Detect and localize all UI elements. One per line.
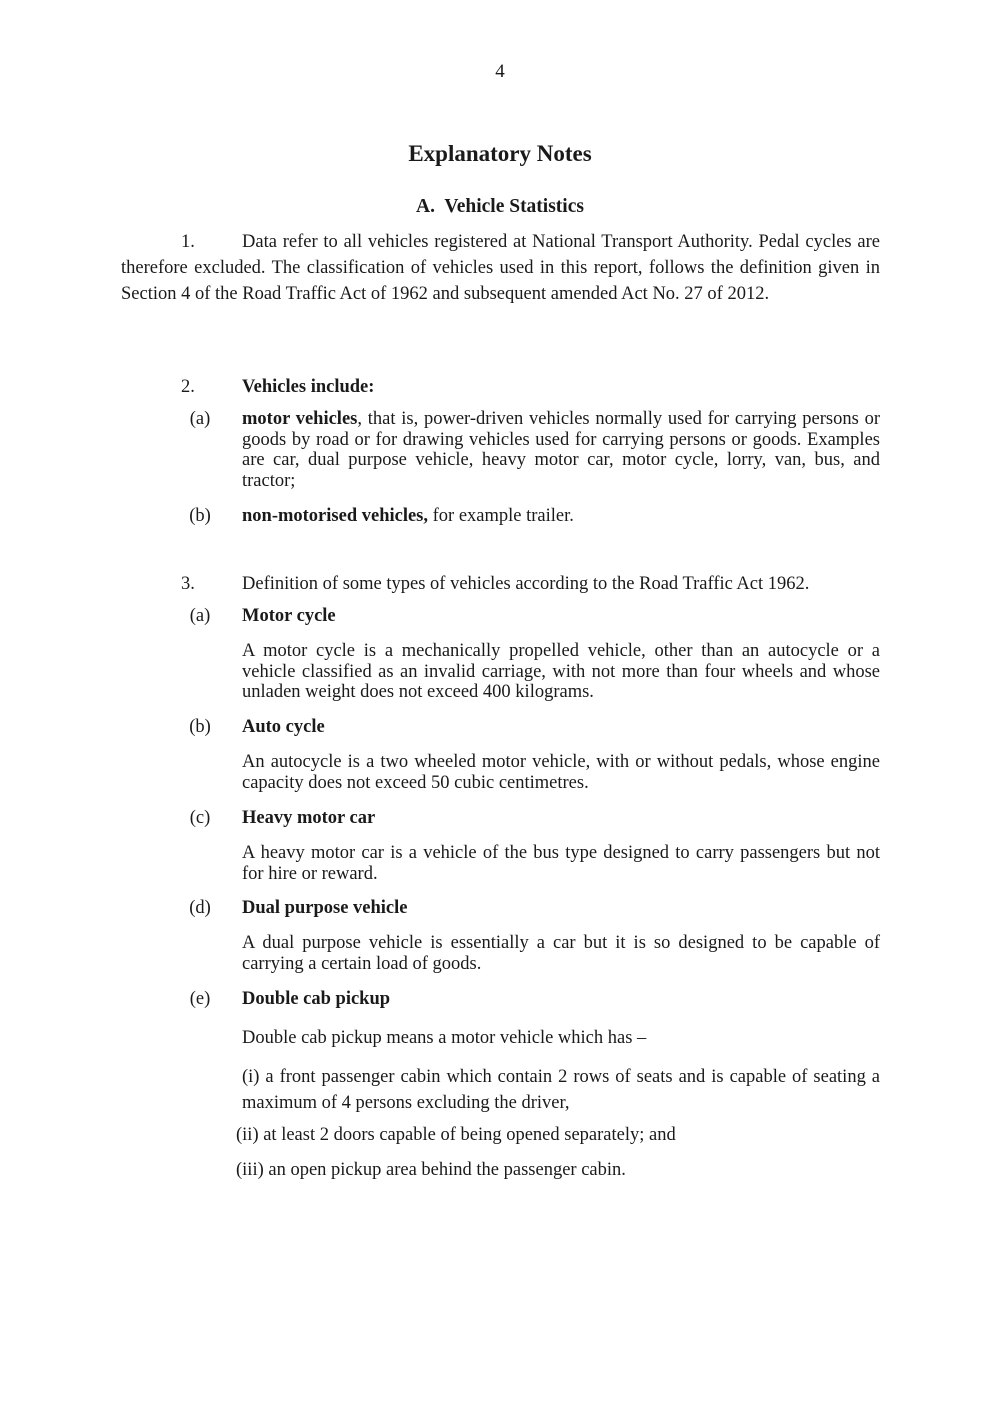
- note-2-item-a-text: motor vehicles, that is, power-driven vehicles normally used for carrying persons or goods by road or for drawing vehicles used for carrying persons or goods. Examples are car, dual purpose vehicle, heavy motor car, motor cycle, lorry, van, bus, and tractor;: [242, 409, 880, 491]
- note-3-item-a-label: (a): [189, 606, 211, 626]
- subitem-i: (i) a front passenger cabin which contain 2 rows of seats and is capable of seating a maximum of 4 persons excluding the driver,: [242, 1067, 880, 1113]
- subitem-iii: (iii) an open pickup area behind the passenger cabin.: [236, 1160, 626, 1180]
- note-1-number: 1.: [181, 232, 195, 252]
- page-title: Explanatory Notes: [408, 141, 592, 166]
- note-3-item-c-label: (c): [189, 808, 211, 828]
- note-3-item-b-heading: Auto cycle: [242, 717, 325, 737]
- note-3-item-a-text: A motor cycle is a mechanically propelled vehicle, other than an autocycle or a vehicle classified as an invalid carriage, with not more than four wheels and whose unladen weight does not exceed 400 kilograms.: [242, 641, 880, 702]
- note-3-item-d-text: A dual purpose vehicle is essentially a car but it is so designed to be capable of carrying a certain load of goods.: [242, 933, 880, 974]
- subitem-ii: (ii) at least 2 doors capable of being opened separately; and: [236, 1125, 676, 1145]
- note-2-item-b-text: non-motorised vehicles, for example trailer.: [242, 506, 574, 526]
- note-3-number: 3.: [181, 574, 195, 594]
- note-2-number: 2.: [181, 377, 195, 397]
- note-3-item-e-heading: Double cab pickup: [242, 989, 391, 1009]
- note-1-paragraph: [121, 229, 880, 307]
- note-3-item-b-text: An autocycle is a two wheeled motor vehicle, with or without pedals, whose engine capacity does not exceed 50 cubic centimetres.: [242, 752, 880, 793]
- note-3-item-a-heading: Motor cycle: [242, 606, 336, 626]
- note-3-item-b-label: (b): [189, 717, 211, 737]
- page-number: 4: [495, 61, 505, 82]
- note-3-item-e-text: Double cab pickup means a motor vehicle which has –: [242, 1028, 647, 1048]
- note-3-intro: Definition of some types of vehicles according to the Road Traffic Act 1962.: [242, 574, 810, 594]
- note-2-item-a-label: (a): [189, 409, 211, 429]
- note-3-item-c-text: A heavy motor car is a vehicle of the bus type designed to carry passengers but not for hire or reward.: [242, 843, 880, 884]
- note-3-item-d-label: (d): [189, 898, 211, 918]
- note-3-item-e-label: (e): [189, 989, 211, 1009]
- section-title: Vehicle Statistics: [444, 196, 584, 217]
- note-2-item-b-term: non-motorised vehicles,: [242, 506, 429, 526]
- section-heading: [0, 196, 1000, 217]
- note-1-text: Data refer to all vehicles registered at National Transport Authority. Pedal cycles are therefore excluded. The classification of vehicles used in this report, follows the definition given in Section 4 of the Road Traffic Act of 1962 and subsequent amended Act No. 27 of 2012.: [121, 232, 880, 304]
- note-2-heading: Vehicles include:: [242, 377, 375, 397]
- note-3-item-c-heading: Heavy motor car: [242, 808, 376, 828]
- note-2-item-b-label: (b): [189, 506, 211, 526]
- section-letter: A.: [416, 196, 435, 217]
- note-2-item-a-term: motor vehicles: [242, 409, 358, 429]
- note-3-item-d-heading: Dual purpose vehicle: [242, 898, 408, 918]
